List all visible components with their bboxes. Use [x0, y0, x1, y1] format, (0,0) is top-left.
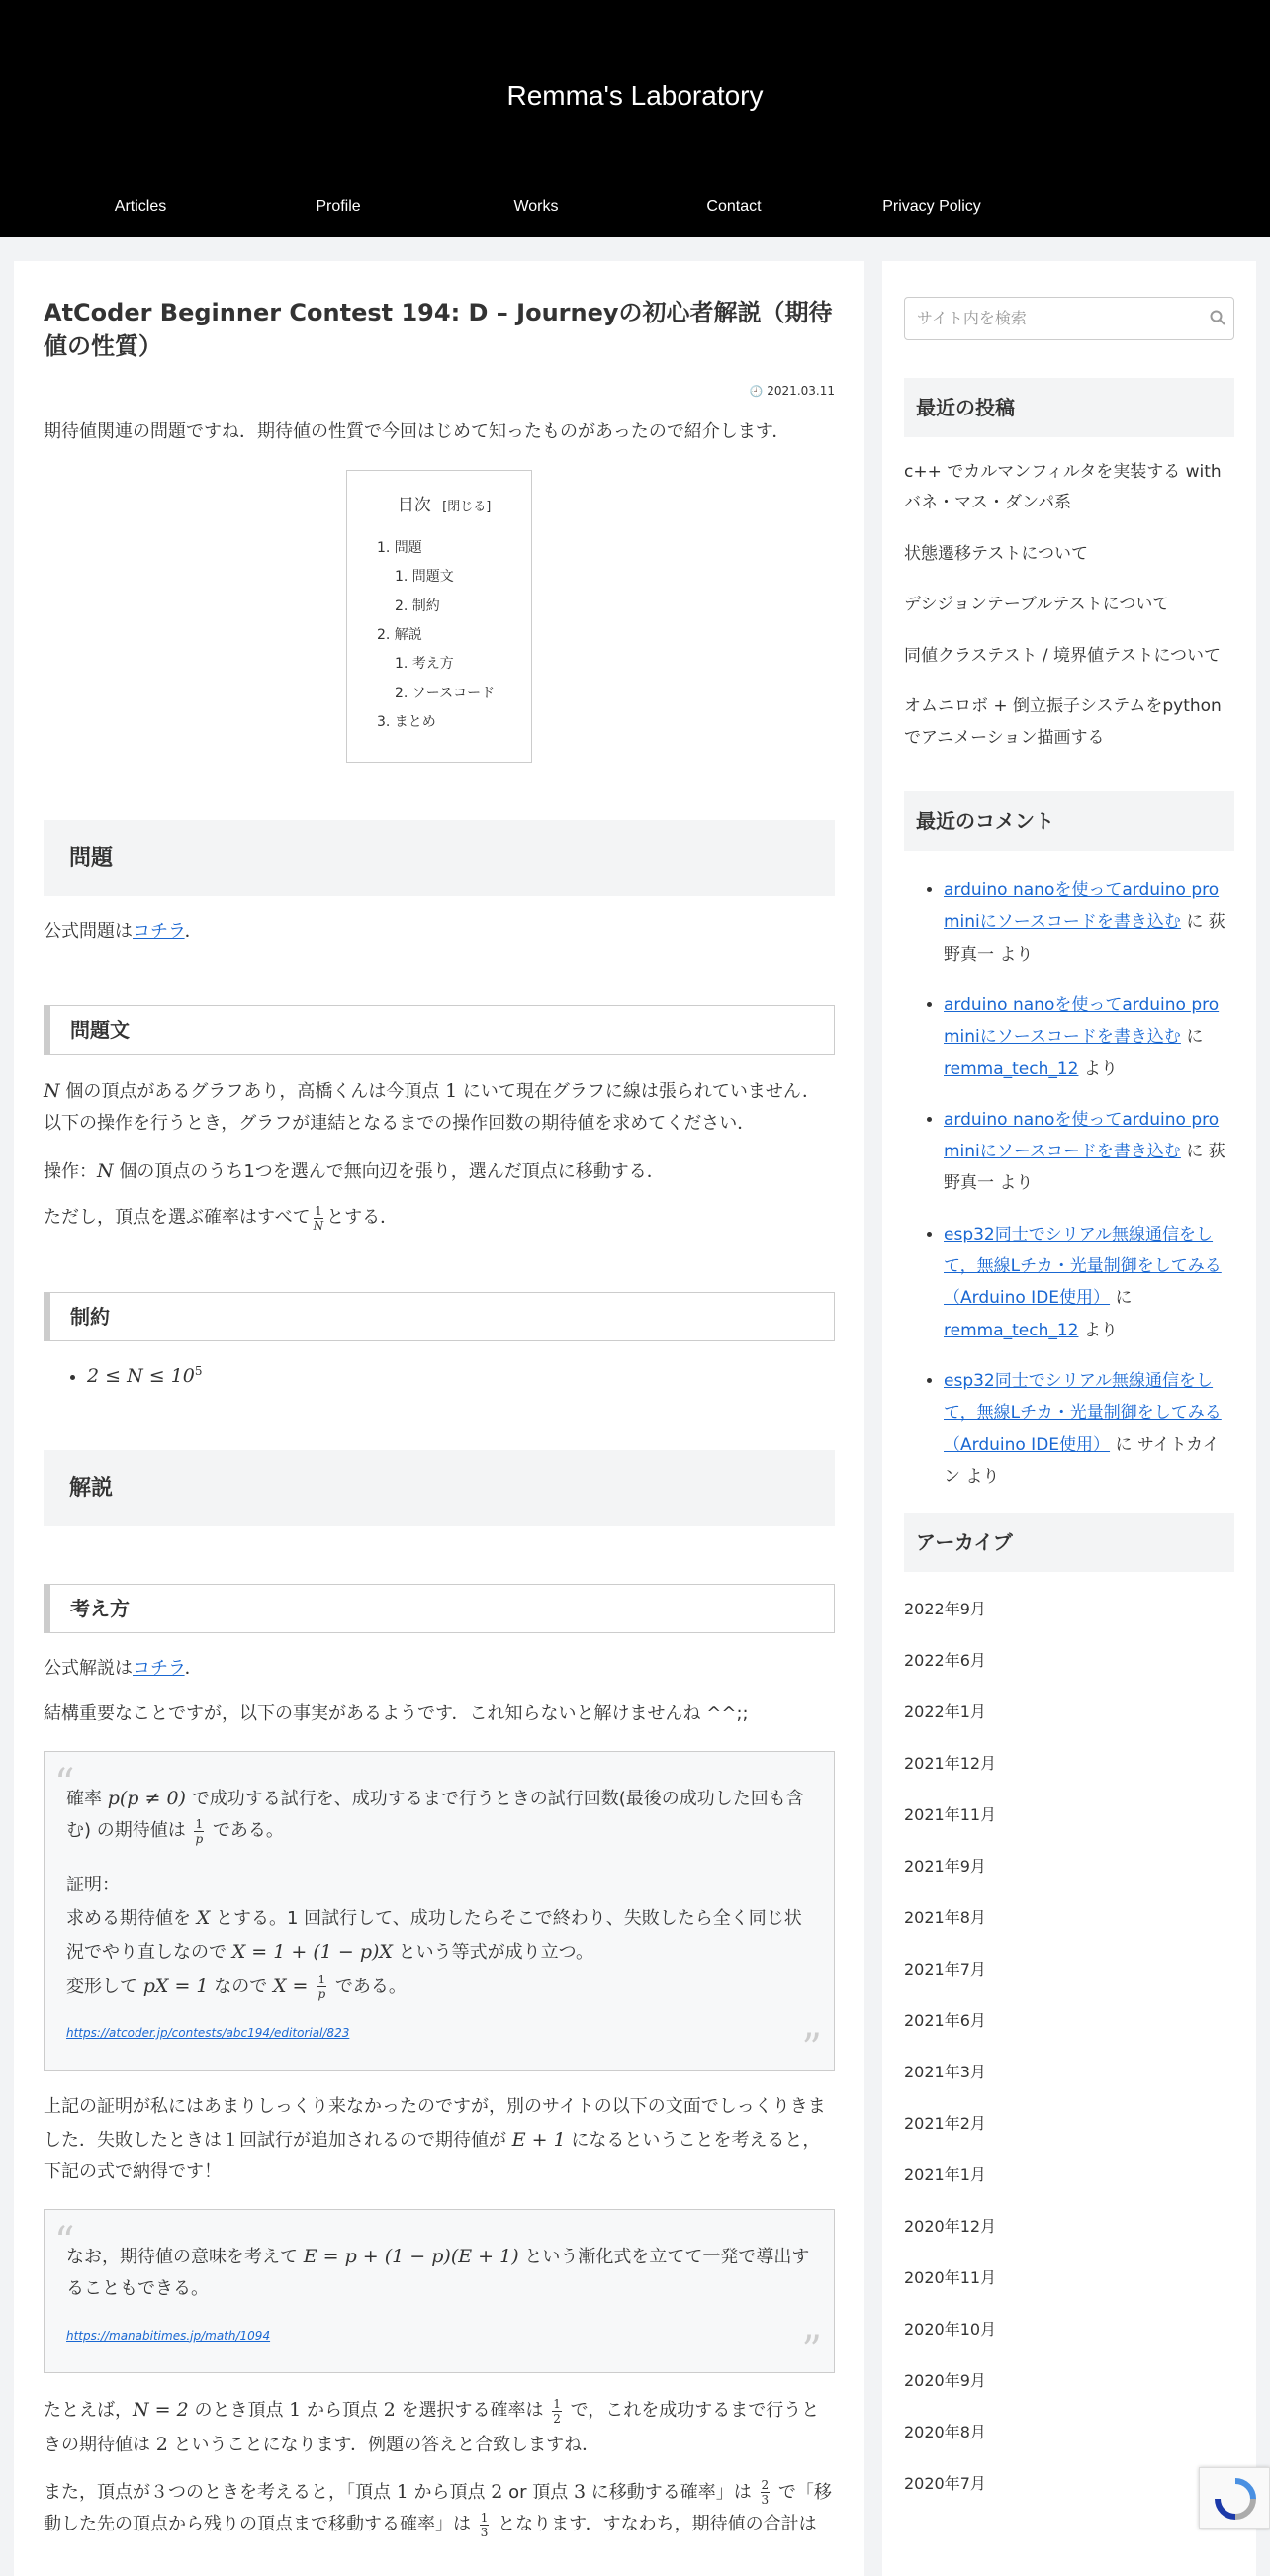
archive-link[interactable]: 2020年10月	[904, 2320, 997, 2340]
quote1-proof-2: 変形して pX = 1 なので X = $\frac{1}{p}$ である。	[66, 1973, 407, 2002]
article-title: AtCoder Beginner Contest 194: D – Journeyの初心者解説（期待値の性質）	[44, 299, 833, 360]
quote2-text: なお，期待値の意味を考えて E = p + (1 − p)(E + 1) という漸化式を立てて一発で導出することもできる。	[66, 2245, 810, 2300]
heading-constraint: 制約	[44, 1292, 835, 1341]
toc-title	[377, 489, 511, 524]
nav-articles[interactable]: Articles	[114, 198, 167, 215]
archive-link[interactable]: 2020年12月	[904, 2217, 997, 2237]
toc-item-solution[interactable]: 2. 解説	[377, 627, 422, 644]
quote-manabitimes	[44, 2209, 835, 2373]
nav-privacy-policy[interactable]: Privacy Policy	[882, 198, 981, 215]
recent-comments-list	[904, 874, 1234, 1493]
quote2-source-link[interactable]: https://manabitimes.jp/math/1094	[66, 2328, 271, 2343]
recent-post-link[interactable]: c++ でカルマンフィルタを実装する with バネ・マス・ダンパ系	[904, 462, 1222, 513]
toc-close-toggle[interactable]: [閉じる]	[442, 500, 492, 515]
quote-open-icon: “	[54, 1760, 75, 1806]
site-title[interactable]: Remma's Laboratory	[506, 80, 764, 111]
comment-item: • arduino nanoを使ってarduino pro miniにソースコードを書き込む に 荻野真一 より	[944, 874, 1234, 970]
widget-title-archives: アーカイブ	[904, 1513, 1234, 1572]
toc-item-summary[interactable]: 3. まとめ	[377, 714, 436, 731]
recent-post-link[interactable]: 状態遷移テストについて	[904, 543, 1088, 564]
toc-item-problem[interactable]: 1. 問題	[377, 539, 422, 556]
para-example-n3: また，頂点が３つのときを考えると，「頂点 1 から頂点 2 or 頂点 3 に移動する確率」は $\frac{2}{3}$ で「移動した先の頂点から残りの頂点まで移動する確率」は $\frac{1}{3}$ となります．すなわち，期待値の合計は	[44, 2478, 832, 2539]
quote-close-icon: ”	[801, 2025, 822, 2071]
para-proof-comment: 上記の証明が私にはあまりしっくり来なかったのですが，別のサイトの以下の文面でしっくりきました．失敗したときは１回試行が追加されるので期待値が E + 1 になるということを考えると，下記の式で納得です！	[44, 2095, 826, 2183]
statement-para-1: N 個の頂点があるグラフあり，高橋くんは今頂点 1 にいて現在グラフに線は張られていません．以下の操作を行うとき，グラフが連結となるまでの操作回数の期待値を求めてください．	[44, 1079, 820, 1135]
recent-post-link[interactable]: デシジョンテーブルテストについて	[904, 595, 1170, 615]
para-example-n2: たとえば，N = 2 のとき頂点 1 から頂点 2 を選択する確率は $\frac{1}{2}$ で，これを成功するまで行うときの期待値は 2 ということになります．例題の答えと合致しますね．	[44, 2396, 820, 2455]
toc-list	[377, 534, 511, 738]
comment-author: 荻野真一	[944, 1142, 1225, 1194]
archive-link[interactable]: 2021年2月	[904, 2114, 986, 2134]
recent-posts-list	[904, 457, 1234, 754]
site-header	[0, 0, 1270, 237]
archive-link[interactable]: 2020年9月	[904, 2371, 986, 2391]
official-solution-link[interactable]: コチラ	[133, 1657, 185, 1679]
fact-text: 結構重要なことですが，以下の事実があるようです．これ知らないと解けませんね ^^;;	[44, 1703, 749, 1725]
comment-author: サイトカイン	[944, 1434, 1220, 1487]
widget-title-recent-posts: 最近の投稿	[904, 378, 1234, 437]
quote1-proof-label: 証明：	[66, 1874, 120, 1895]
comment-author-link[interactable]: remma_tech_12	[944, 1320, 1079, 1340]
post-date-text: 2021.03.11	[767, 384, 835, 399]
archive-link[interactable]: 2021年1月	[904, 2165, 986, 2185]
post-date	[44, 381, 835, 403]
comment-post-link[interactable]: arduino nanoを使ってarduino pro miniにソースコードを書き込む	[944, 880, 1220, 933]
heading-problem: 問題	[44, 820, 835, 896]
archive-link[interactable]: 2022年1月	[904, 1702, 986, 1722]
fraction-1-over-n: $\frac{1}{N}$	[313, 1203, 324, 1233]
nav-contact[interactable]: Contact	[706, 198, 762, 215]
toc-item-statement[interactable]: 1. 問題文	[395, 569, 454, 586]
toc-item-constraint[interactable]: 2. 制約	[395, 598, 440, 614]
comment-item: • arduino nanoを使ってarduino pro miniにソースコードを書き込む に remma_tech_12 より	[944, 989, 1234, 1085]
sidebar	[882, 261, 1256, 2576]
official-solution-text: 公式解説はコチラ．	[44, 1657, 203, 1679]
heading-solution: 解説	[44, 1450, 835, 1526]
archive-link[interactable]: 2021年6月	[904, 2011, 986, 2031]
heading-statement: 問題文	[44, 1005, 835, 1055]
nav-works[interactable]: Works	[513, 198, 559, 215]
quote1-proof-1: 求める期待値を X とする。1 回試行して、成功したらそこで終わり、失敗したら全く同じ状況でやり直しなので X = 1 + (1 − p)X という等式が成り立つ。	[66, 1906, 802, 1964]
search-input[interactable]: サイト内を検索	[904, 297, 1234, 340]
quote-close-icon: ”	[801, 2328, 822, 2374]
recent-post-link[interactable]: 同値クラステスト / 境界値テストについて	[904, 645, 1221, 666]
recaptcha-badge[interactable]	[1199, 2467, 1270, 2529]
archive-link[interactable]: 2020年11月	[904, 2268, 997, 2288]
archive-link[interactable]: 2022年9月	[904, 1600, 986, 1619]
table-of-contents	[346, 470, 532, 762]
official-problem-link[interactable]: コチラ	[133, 920, 185, 942]
article-main	[14, 261, 864, 2576]
toc-title-text: 目次	[397, 496, 431, 516]
archive-link[interactable]: 2021年7月	[904, 1960, 986, 1979]
archive-link[interactable]: 2020年7月	[904, 2474, 986, 2494]
toc-item-approach[interactable]: 1. 考え方	[395, 656, 454, 673]
archive-link[interactable]: 2021年11月	[904, 1805, 997, 1825]
search-icon[interactable]	[1210, 310, 1225, 325]
widget-title-recent-comments: 最近のコメント	[904, 791, 1234, 851]
archive-link[interactable]: 2022年6月	[904, 1651, 986, 1671]
comment-post-link[interactable]: arduino nanoを使ってarduino pro miniにソースコードを書き込む	[944, 1109, 1220, 1162]
recent-post-link[interactable]: オムニロボ + 倒立振子システムをpythonでアニメーション描画する	[904, 696, 1222, 748]
quote1-line1: 確率 p(p ≠ 0) で成功する試行を、成功するまで行うときの試行回数(最後の成功した回も含む) の期待値は $\frac{1}{p}$ である。	[66, 1787, 804, 1846]
recaptcha-icon	[1214, 2477, 1257, 2521]
quote1-source-link[interactable]: https://atcoder.jp/contests/abc194/editorial/823	[66, 2026, 350, 2041]
heading-approach: 考え方	[44, 1584, 835, 1633]
quote-atcoder-editorial	[44, 1751, 835, 2071]
constraint-item: • $2 \le N \le 10^5$	[87, 1359, 835, 1393]
article-intro: 期待値関連の問題ですね．期待値の性質で今回はじめて知ったものがあったので紹介します．	[44, 420, 790, 442]
nav-profile[interactable]: Profile	[316, 198, 361, 215]
official-problem-text: 公式問題はコチラ．	[44, 920, 203, 942]
archive-link[interactable]: 2021年12月	[904, 1754, 997, 1774]
archive-link[interactable]: 2021年3月	[904, 2063, 986, 2082]
comment-post-link[interactable]: esp32同士でシリアル無線通信をして，無線Lチカ・光量制御をしてみる（Arduino IDE使用）	[944, 1224, 1222, 1309]
statement-para-3: ただし，頂点を選ぶ確率はすべて $\frac{1}{N}$ とする．	[44, 1203, 399, 1233]
toc-item-source-code[interactable]: 2. ソースコード	[395, 685, 496, 701]
archive-list	[904, 1584, 1234, 2510]
statement-para-2: 操作：N 個の頂点のうち1つを選んで無向辺を張り，選んだ頂点に移動する．	[44, 1159, 665, 1182]
comment-author: 荻野真一	[944, 912, 1225, 965]
comment-item: • esp32同士でシリアル無線通信をして，無線Lチカ・光量制御をしてみる（Arduino IDE使用） に サイトカイン より	[944, 1365, 1234, 1493]
comment-post-link[interactable]: arduino nanoを使ってarduino pro miniにソースコードを書き込む	[944, 994, 1220, 1048]
comment-post-link[interactable]: esp32同士でシリアル無線通信をして，無線Lチカ・光量制御をしてみる（Arduino IDE使用）	[944, 1370, 1222, 1455]
constraint-list	[44, 1359, 835, 1393]
archive-link[interactable]: 2020年8月	[904, 2423, 986, 2442]
archive-link[interactable]: 2021年8月	[904, 1908, 986, 1928]
clock-icon: 🕘	[749, 385, 764, 399]
archive-link[interactable]: 2021年9月	[904, 1857, 986, 1877]
comment-author-link[interactable]: remma_tech_12	[944, 1058, 1079, 1079]
quote-open-icon: “	[54, 2218, 75, 2264]
comment-item: • esp32同士でシリアル無線通信をして，無線Lチカ・光量制御をしてみる（Arduino IDE使用） に remma_tech_12 より	[944, 1219, 1234, 1346]
global-nav	[42, 193, 1031, 222]
comment-item: • arduino nanoを使ってarduino pro miniにソースコードを書き込む に 荻野真一 より	[944, 1104, 1234, 1200]
